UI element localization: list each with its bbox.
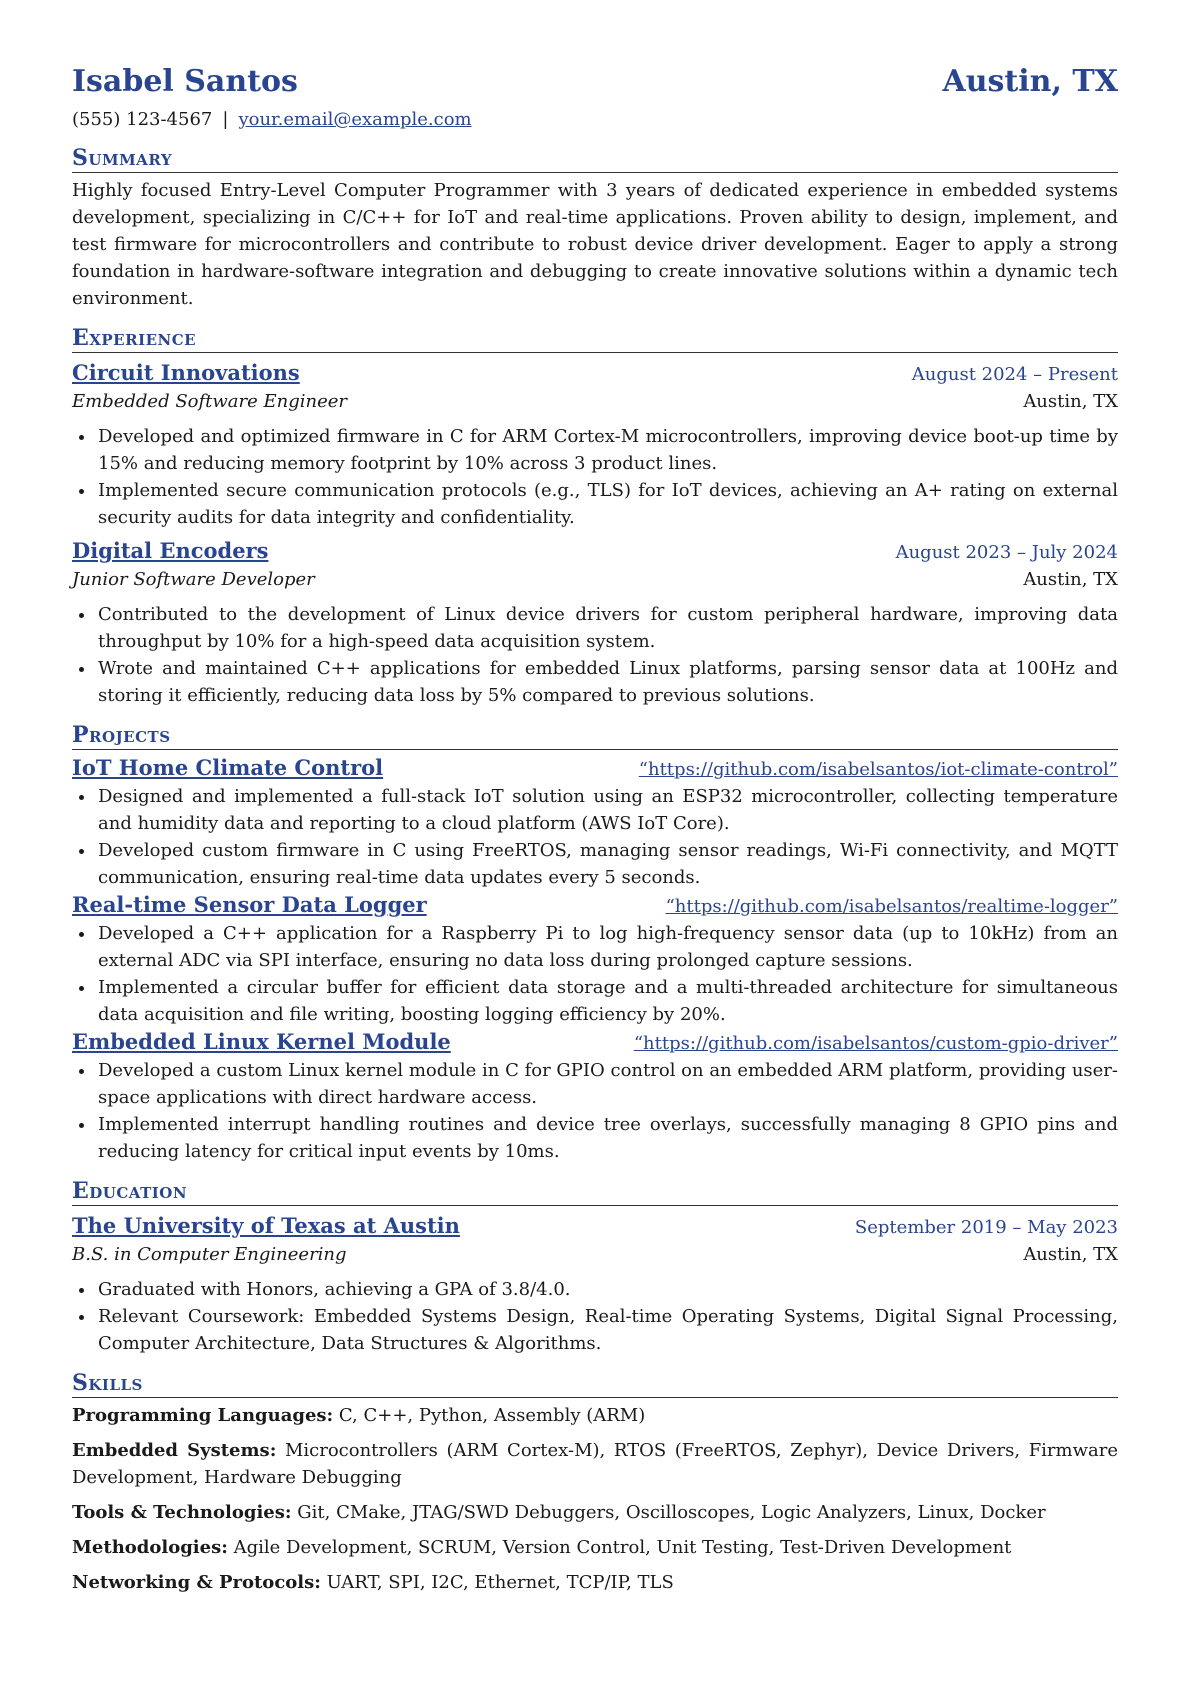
bullet-item: • Designed and implemented a full-stack IoT solution using an ESP32 microcontroller, collecting temperature and humidity data and reporting to a cloud platform (AWS IoT Core).: [96, 783, 1118, 837]
job-role: Junior Software Developer: [72, 569, 315, 590]
project-github-link[interactable]: “https://github.com/isabelsantos/custom-gpio-driver”: [633, 1033, 1118, 1054]
bullet-item: • Relevant Coursework: Embedded Systems Design, Real-time Operating Systems, Digital Signal Processing, Computer Architecture, Data Structures & Algorithms.: [96, 1303, 1118, 1357]
candidate-location: Austin, TX: [942, 64, 1118, 99]
skill-label: Embedded Systems:: [72, 1440, 277, 1461]
bullet-item: • Developed and optimized firmware in C for ARM Cortex-M microcontrollers, improving device boot-up time by 15% and reducing memory footprint by 10% across 3 product lines.: [96, 423, 1118, 477]
project-name-link[interactable]: IoT Home Climate Control: [72, 755, 384, 780]
resume-header: [72, 60, 1118, 104]
skill-label: Networking & Protocols:: [72, 1572, 321, 1593]
school-link[interactable]: The University of Texas at Austin: [72, 1213, 460, 1238]
skill-label: Methodologies:: [72, 1537, 228, 1558]
bullet-item: • Wrote and maintained C++ applications for embedded Linux platforms, parsing sensor data at 100Hz and storing it efficiently, reducing data loss by 5% compared to previous solutions.: [96, 655, 1118, 709]
education-dates: September 2019 – May 2023: [854, 1217, 1118, 1238]
bullet-item: • Implemented interrupt handling routines and device tree overlays, successfully managing 8 GPIO pins and reducing latency for critical input events by 10ms.: [96, 1111, 1118, 1165]
job-role: Embedded Software Engineer: [72, 391, 348, 412]
section-title-education: Education: [72, 1177, 1118, 1206]
bullet-item: • Developed a custom Linux kernel module in C for GPIO control on an embedded ARM platform, providing user-space applications with direct hardware access.: [96, 1057, 1118, 1111]
job-entry: [72, 537, 1118, 709]
bullet-item: • Developed a C++ application for a Raspberry Pi to log high-frequency sensor data (up to 10kHz) from an external ADC via SPI interface, ensuring no data loss during prolonged capture sessions.: [96, 920, 1118, 974]
section-title-skills: Skills: [72, 1369, 1118, 1398]
skill-value: UART, SPI, I2C, Ethernet, TCP/IP, TLS: [326, 1572, 674, 1593]
company-link[interactable]: Circuit Innovations: [72, 360, 300, 385]
job-location: Austin, TX: [1023, 569, 1118, 590]
section-title-experience: Experience: [72, 324, 1118, 353]
bullet-item: • Graduated with Honors, achieving a GPA of 3.8/4.0.: [96, 1276, 1118, 1303]
skill-value: Git, CMake, JTAG/SWD Debuggers, Oscilloscopes, Logic Analyzers, Linux, Docker: [297, 1502, 1046, 1523]
job-entry: [72, 359, 1118, 531]
section-title-summary: Summary: [72, 144, 1118, 173]
bullet-item: • Implemented secure communication protocols (e.g., TLS) for IoT devices, achieving an A+ rating on external security audits for data integrity and confidentiality.: [96, 477, 1118, 531]
phone-number: (555) 123-4567: [72, 109, 213, 130]
education-bullets: [72, 1276, 1118, 1357]
skill-row: [72, 1402, 1118, 1429]
job-dates: August 2024 – Present: [911, 364, 1118, 385]
education-location: Austin, TX: [1023, 1244, 1118, 1265]
skill-value: Microcontrollers (ARM Cortex-M), RTOS (FreeRTOS, Zephyr), Device Drivers, Firmware Development, Hardware Debugging: [72, 1440, 1119, 1488]
skill-value: C, C++, Python, Assembly (ARM): [338, 1405, 646, 1426]
project-bullets: [72, 783, 1118, 891]
project-github-link[interactable]: “https://github.com/isabelsantos/realtime-logger”: [665, 896, 1118, 917]
company-link[interactable]: Digital Encoders: [72, 538, 269, 563]
skill-row: [72, 1534, 1118, 1561]
job-bullets: [72, 423, 1118, 531]
project-entry: [72, 754, 1118, 891]
job-dates: August 2023 – July 2024: [895, 542, 1118, 563]
project-bullets: [72, 1057, 1118, 1165]
skill-label: Tools & Technologies:: [72, 1502, 292, 1523]
contact-line: [72, 108, 1118, 132]
project-entry: [72, 1028, 1118, 1165]
project-name-link[interactable]: Real-time Sensor Data Logger: [72, 892, 427, 917]
contact-separator: |: [222, 109, 229, 130]
email-link[interactable]: your.email@example.com: [238, 109, 472, 130]
skill-label: Programming Languages:: [72, 1405, 334, 1426]
education-entry: [72, 1212, 1118, 1357]
section-title-projects: Projects: [72, 721, 1118, 750]
bullet-item: • Implemented a circular buffer for efficient data storage and a multi-threaded architecture for simultaneous data acquisition and file writing, boosting logging efficiency by 20%.: [96, 974, 1118, 1028]
skill-row: [72, 1499, 1118, 1526]
degree: B.S. in Computer Engineering: [72, 1244, 347, 1265]
project-github-link[interactable]: “https://github.com/isabelsantos/iot-climate-control”: [638, 759, 1118, 780]
project-bullets: [72, 920, 1118, 1028]
bullet-item: • Developed custom firmware in C using FreeRTOS, managing sensor readings, Wi-Fi connectivity, and MQTT communication, ensuring real-time data updates every 5 seconds.: [96, 837, 1118, 891]
skill-row: [72, 1569, 1118, 1596]
summary-text: Highly focused Entry-Level Computer Programmer with 3 years of dedicated experience in embedded systems development, specializing in C/C++ for IoT and real-time applications. Proven ability to design, implement, and test firmware for microcontrollers and contribute to robust device driver development. Eager to apply a strong foundation in hardware-software integration and debugging to create innovative solutions within a dynamic tech environment.: [72, 180, 1118, 309]
skill-row: [72, 1437, 1118, 1491]
project-name-link[interactable]: Embedded Linux Kernel Module: [72, 1029, 451, 1054]
skill-value: Agile Development, SCRUM, Version Control, Unit Testing, Test-Driven Development: [233, 1537, 1012, 1558]
project-entry: [72, 891, 1118, 1028]
candidate-name: Isabel Santos: [72, 64, 298, 99]
job-bullets: [72, 601, 1118, 709]
job-location: Austin, TX: [1023, 391, 1118, 412]
bullet-item: • Contributed to the development of Linux device drivers for custom peripheral hardware, improving data throughput by 10% for a high-speed data acquisition system.: [96, 601, 1118, 655]
